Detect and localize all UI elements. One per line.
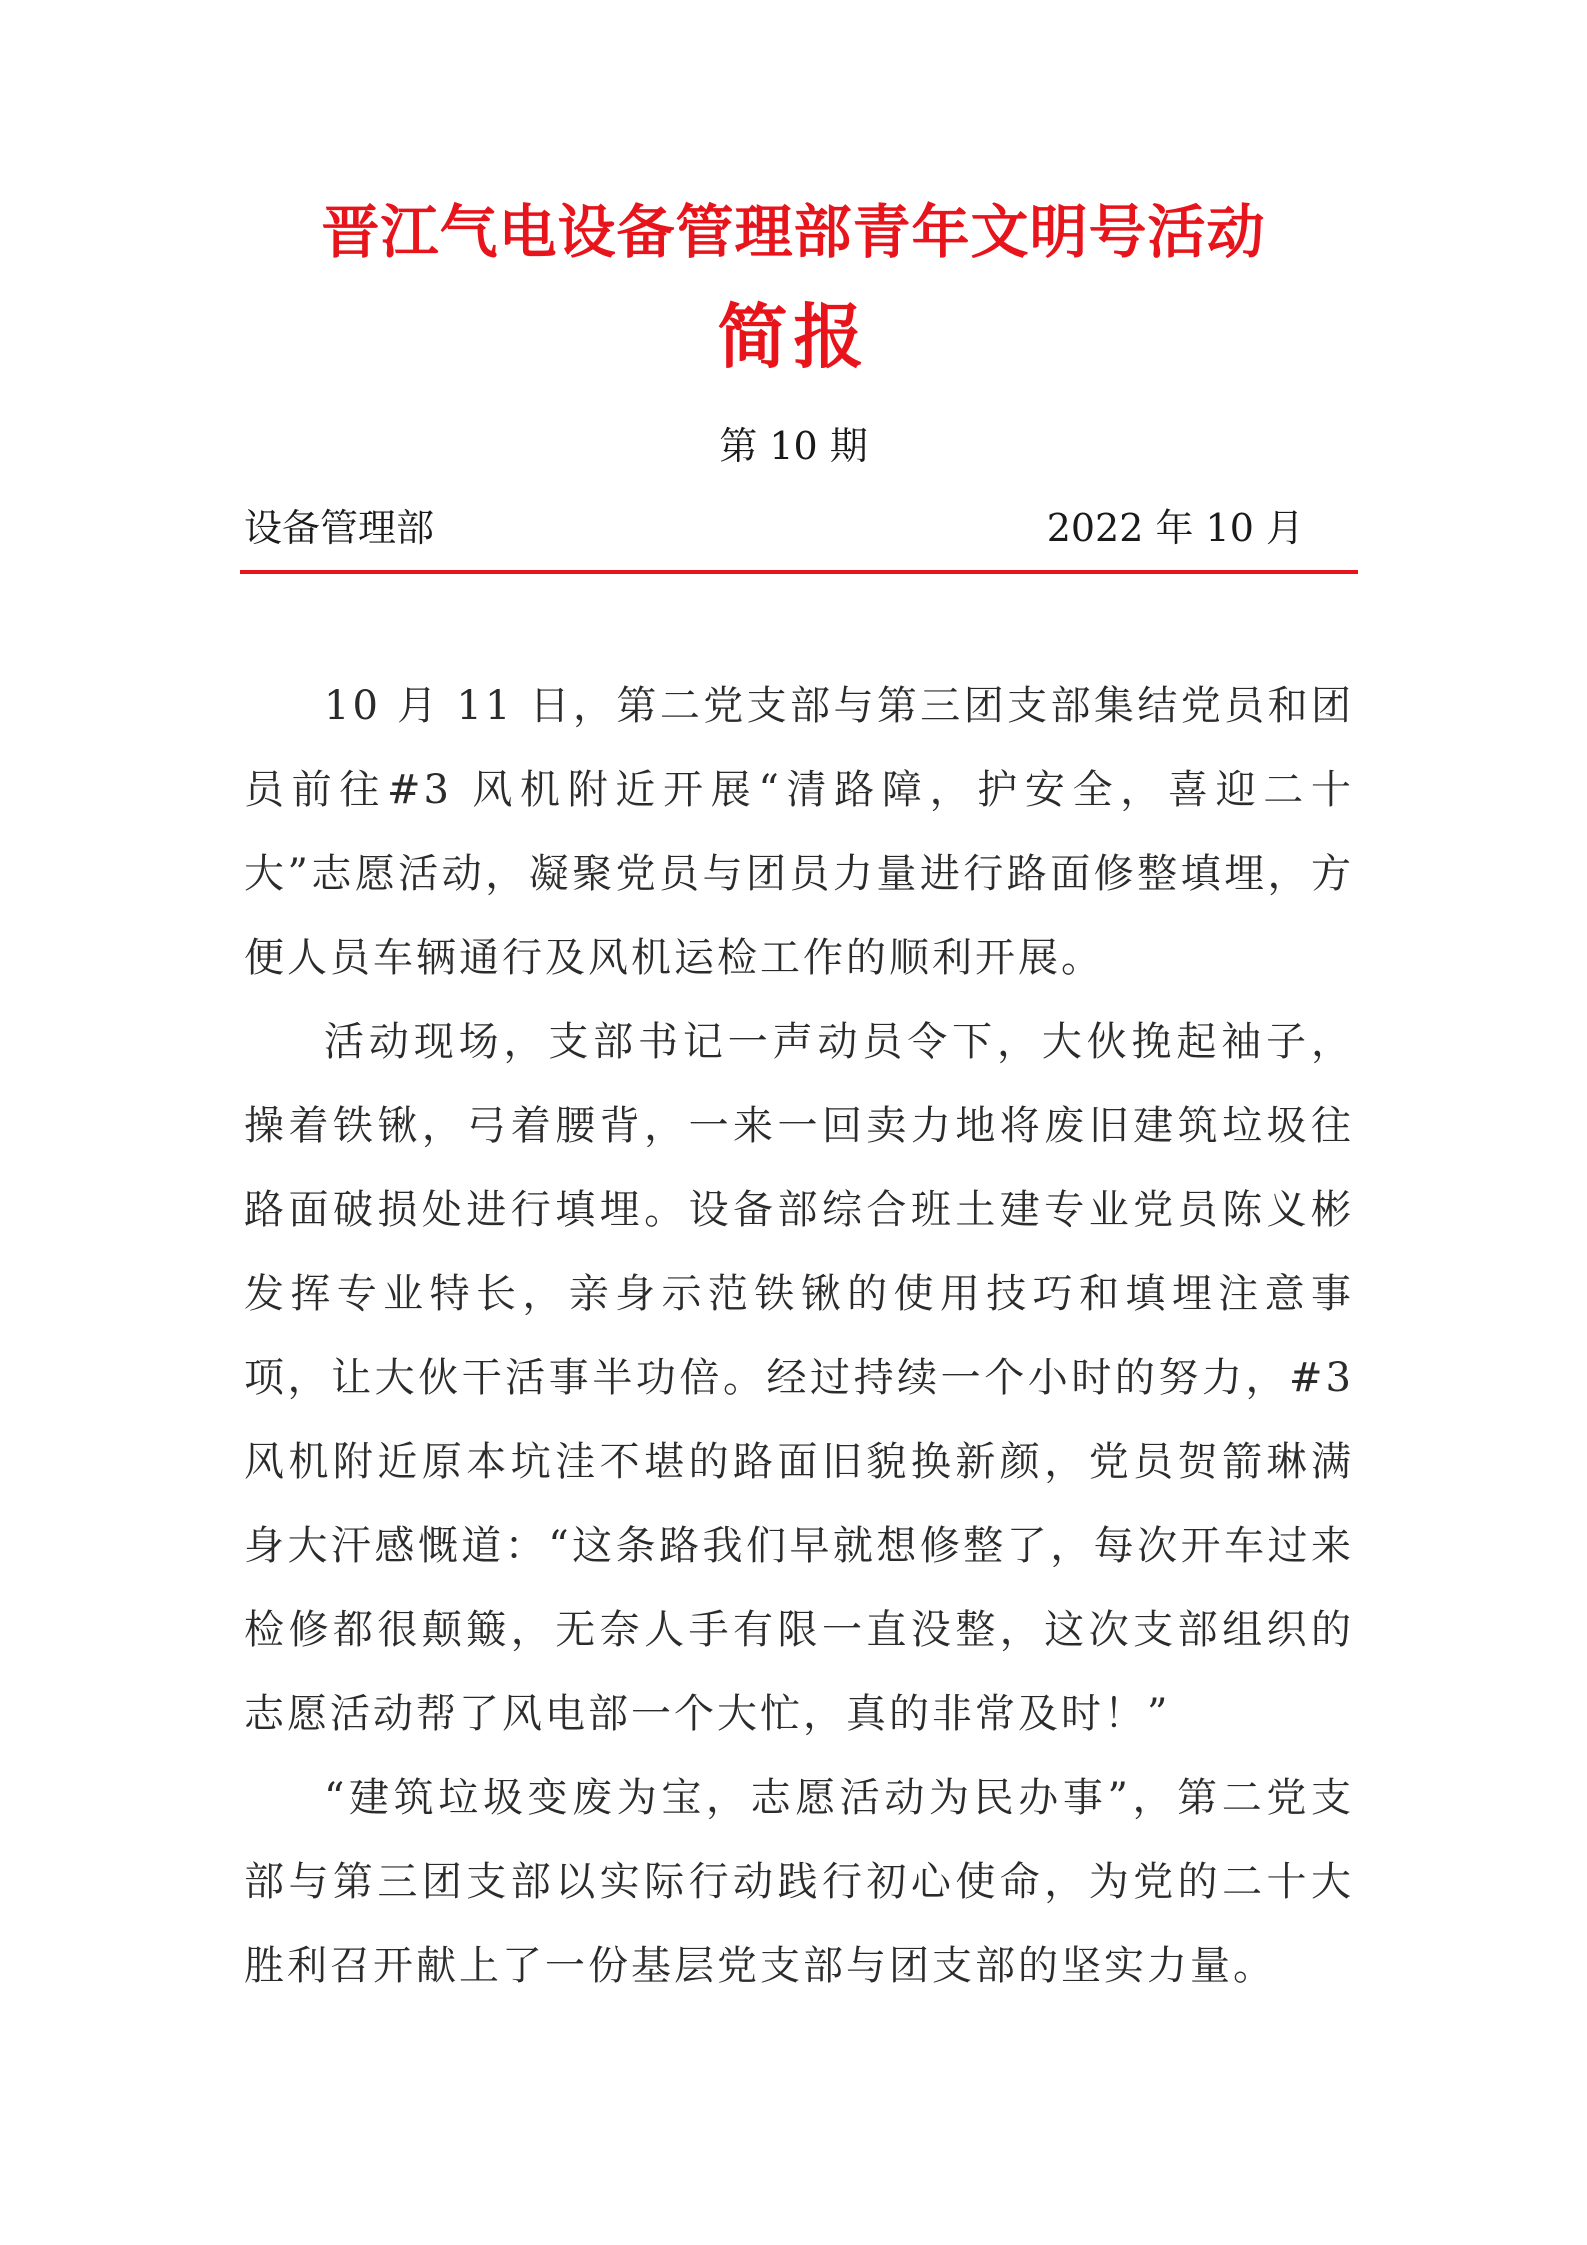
paragraph: “建筑垃圾变废为宝，志愿活动为民办事”，第二党支部与第三团支部以实际行动践行初心使命，为党的二十大胜利召开献上了一份基层党支部与团支部的坚实力量。	[244, 1775, 1354, 1989]
publish-date: 2022 年 10 月	[1046, 506, 1304, 550]
paragraph: 活动现场，支部书记一声动员令下，大伙挽起袖子，操着铁锹，弓着腰背，一来一回卖力地将废旧建筑垃圾往路面破损处进行填埋。设备部综合班土建专业党员陈义彬发挥专业特长，亲身示范铁锹的使用技巧和填埋注意事项，让大伙干活事半功倍。经过持续一个小时的努力，#3 风机附近原本坑洼不堪的路面旧貌换新颜，党员贺箭琳满身大汗感慨道：“这条路我们早就想修整了，每次开车过来检修都很颠簸，无奈人手有限一直没整，这次支部组织的志愿活动帮了风电部一个大忙，真的非常及时！”	[244, 1019, 1354, 1737]
department-name: 设备管理部	[244, 506, 435, 550]
bulletin-title: 晋江气电设备管理部青年文明号活动	[321, 198, 1266, 266]
issue-number: 第 10 期	[719, 424, 868, 468]
bulletin-subtitle: 简报	[717, 295, 870, 378]
meta-row	[244, 500, 1304, 556]
header-divider	[240, 570, 1358, 574]
article-body	[244, 664, 1354, 2008]
paragraph: 10 月 11 日，第二党支部与第三团支部集结党员和团员前往#3 风机附近开展“清路障，护安全，喜迎二十大”志愿活动，凝聚党员与团员力量进行路面修整填埋，方便人员车辆通行及风机运检工作的顺利开展。	[244, 683, 1354, 981]
